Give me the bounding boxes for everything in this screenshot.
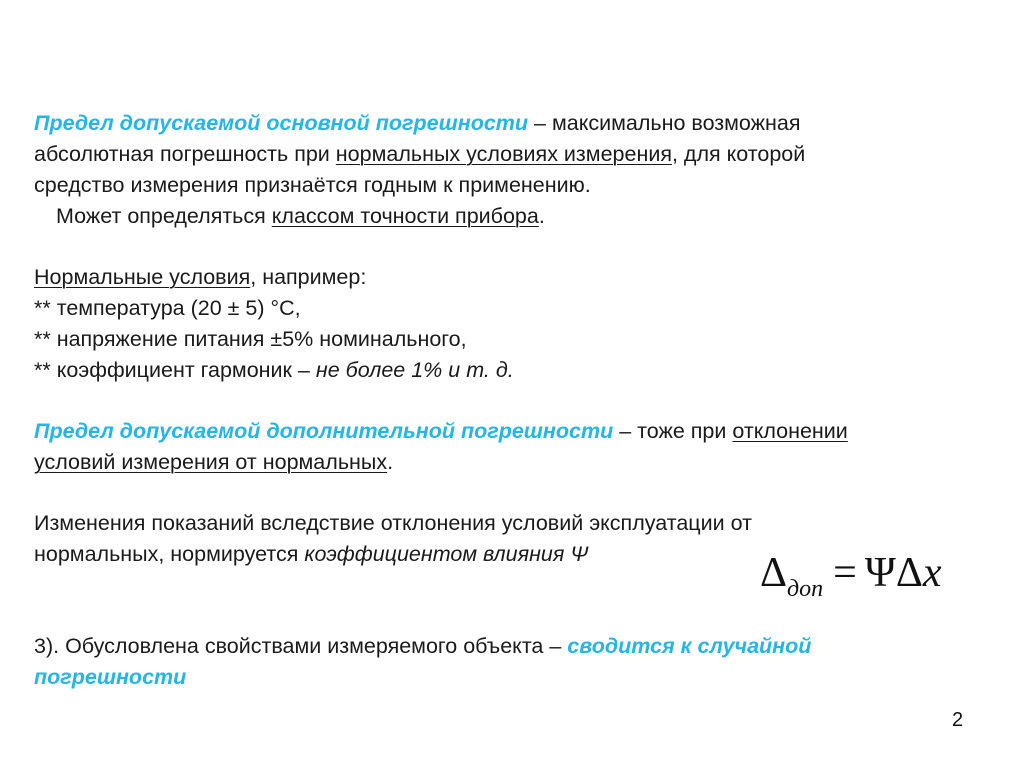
additional-error-formula — [760, 550, 942, 602]
normal-conditions-heading-rest: , например: — [250, 265, 367, 289]
list-item-voltage: ** напряжение питания ±5% номинального, — [34, 327, 467, 351]
para1-line4 — [56, 206, 545, 228]
page-number: 2 — [952, 709, 964, 731]
para2-line1 — [34, 421, 848, 443]
para2-line2-after: . — [387, 450, 394, 474]
para4-line1 — [34, 636, 811, 658]
term-random-error-1: сводится к случайной — [567, 634, 812, 658]
influence-coefficient: коэффициентом влияния Ψ — [304, 542, 589, 566]
formula-subscript: доп — [787, 576, 824, 602]
link-normal-conditions: нормальных условиях измерения — [335, 142, 672, 166]
list-item-harmonics-italic: не более 1% и т. д. — [315, 358, 514, 382]
link-normal-conditions-heading: Нормальные условия — [34, 265, 251, 289]
para4-before: 3). Обусловлена свойствами измеряемого объекта – — [34, 634, 568, 658]
para1-line3: средство измерения признаётся годным к применению. — [34, 173, 591, 197]
para1-line1-rest: – максимально возможная — [528, 111, 801, 135]
link-deviation: отклонении — [732, 419, 848, 443]
formula-equals: = — [833, 550, 857, 596]
para2-line1-middle: – тоже при — [613, 419, 733, 443]
para1-line2-before: абсолютная погрешность при — [34, 142, 336, 166]
link-conditions-from-normal: условий измерения от нормальных — [34, 450, 388, 474]
term-random-error-2: погрешности — [34, 665, 187, 689]
term-basic-error-limit: Предел допускаемой основной погрешности — [34, 111, 529, 135]
list-item-temperature: ** температура (20 ± 5) °С, — [34, 296, 301, 320]
formula-rhs: ΨΔ — [864, 550, 923, 596]
para4-line2 — [34, 667, 186, 689]
para1-line4-before: Может определяться — [56, 204, 272, 228]
formula-delta: Δ — [760, 550, 788, 596]
term-additional-error-limit: Предел допускаемой дополнительной погрешности — [34, 419, 614, 443]
para3-line1: Изменения показаний вследствие отклонения условий эксплуатации от — [34, 511, 752, 535]
para1-line2 — [34, 144, 805, 166]
para3-line2 — [34, 544, 588, 566]
list-item-harmonics-before: ** коэффициент гармоник – — [34, 358, 316, 382]
para1-line4-after: . — [538, 204, 545, 228]
normal-conditions-heading — [34, 267, 366, 289]
formula-x: x — [922, 550, 942, 596]
para1-line2-after: , для которой — [671, 142, 806, 166]
list-item-harmonics — [34, 360, 514, 382]
para3-line2-before: нормальных, нормируется — [34, 542, 305, 566]
link-accuracy-class: классом точности прибора — [271, 204, 539, 228]
para2-line2 — [34, 452, 393, 474]
para1-line1 — [34, 113, 801, 135]
